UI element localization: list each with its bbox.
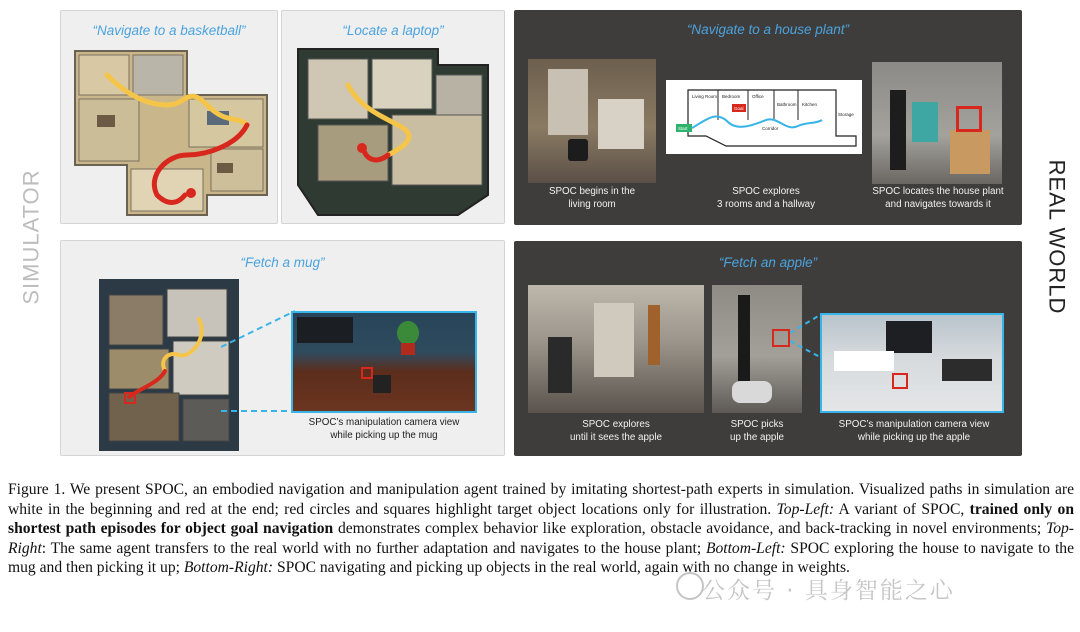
caption: SPOC explores 3 rooms and a hallway [716, 186, 816, 210]
panel-navigate-basketball [60, 10, 278, 224]
panel-title: “Navigate to a basketball” [92, 23, 246, 38]
camera-view-apple [820, 313, 1004, 413]
panel-locate-laptop [281, 10, 505, 224]
svg-text:Living Room: Living Room [692, 94, 718, 99]
panel-fetch-apple [514, 241, 1022, 456]
floorplan-laptop [288, 45, 498, 219]
floorplan-mug [99, 279, 239, 451]
caption: SPOC picks up the apple [730, 419, 784, 443]
photo-living-room [528, 59, 656, 183]
panel-title: “Fetch an apple” [718, 255, 818, 270]
svg-text:Office: Office [752, 94, 764, 99]
target-square [772, 329, 790, 347]
caption: SPOC explores until it sees the apple [569, 419, 663, 443]
photo-robot-apple [712, 285, 802, 413]
photo-hallway [528, 285, 704, 413]
real-world-map [666, 80, 862, 154]
target-square [892, 373, 908, 389]
caption: SPOC begins in the living room [548, 186, 636, 210]
real-world-label: REAL WORLD [1044, 159, 1070, 315]
callout-lines [790, 301, 820, 361]
figure-caption: Figure 1. We present SPOC, an embodied navigation and manipulation agent trained by imitating shortest-path experts in simulation. Visualized paths in simulation are white in the beginning and red at the end; red circles and squares highlight target object locations only for illustration. Top-Left: A variant of SPOC, trained only on shortest path episodes for object goal navigation demonstrates complex behavior like exploration, obstacle avoidance, and back-tracking in novel environments; Top-Right: The same agent transfers to the real world with no further adaptation and navigates to the house plant; Bottom-Left: SPOC exploring the house to navigate to the mug and then picking it up; Bottom-Right: SPOC navigating and picking up objects in the real world, again with no change in weights. [8, 481, 1075, 576]
panel-navigate-house-plant [514, 10, 1022, 225]
target-square [361, 367, 373, 379]
svg-text:Start: Start [678, 126, 688, 131]
photo-house-plant [872, 62, 1002, 184]
panel-title: “Locate a laptop” [342, 23, 444, 38]
svg-text:Goal: Goal [734, 106, 744, 111]
svg-text:Bedroom: Bedroom [722, 94, 741, 99]
svg-text:Corridor: Corridor [762, 126, 779, 131]
svg-text:Kitchen: Kitchen [802, 102, 818, 107]
caption: SPOC locates the house plant and navigates towards it [872, 186, 1004, 210]
caption: SPOC’s manipulation camera view while picking up the mug [308, 417, 460, 441]
camera-view-mug [291, 311, 477, 413]
target-circle [186, 188, 196, 198]
panel-title: “Navigate to a house plant” [686, 22, 850, 37]
target-circle [357, 143, 367, 153]
watermark-logo-icon [676, 572, 704, 600]
panel-title: “Fetch a mug” [240, 255, 325, 270]
watermark: 公众号 · 具身智能之心 [702, 578, 955, 604]
svg-text:Storage: Storage [838, 112, 854, 117]
simulator-label: SIMULATOR [18, 169, 44, 305]
target-square [956, 106, 982, 132]
caption: SPOC’s manipulation camera view while picking up the apple [838, 419, 990, 443]
svg-text:Bathroom: Bathroom [777, 102, 797, 107]
panel-fetch-mug [60, 240, 505, 456]
callout-lines [221, 307, 301, 417]
floorplan-basketball [67, 45, 271, 219]
